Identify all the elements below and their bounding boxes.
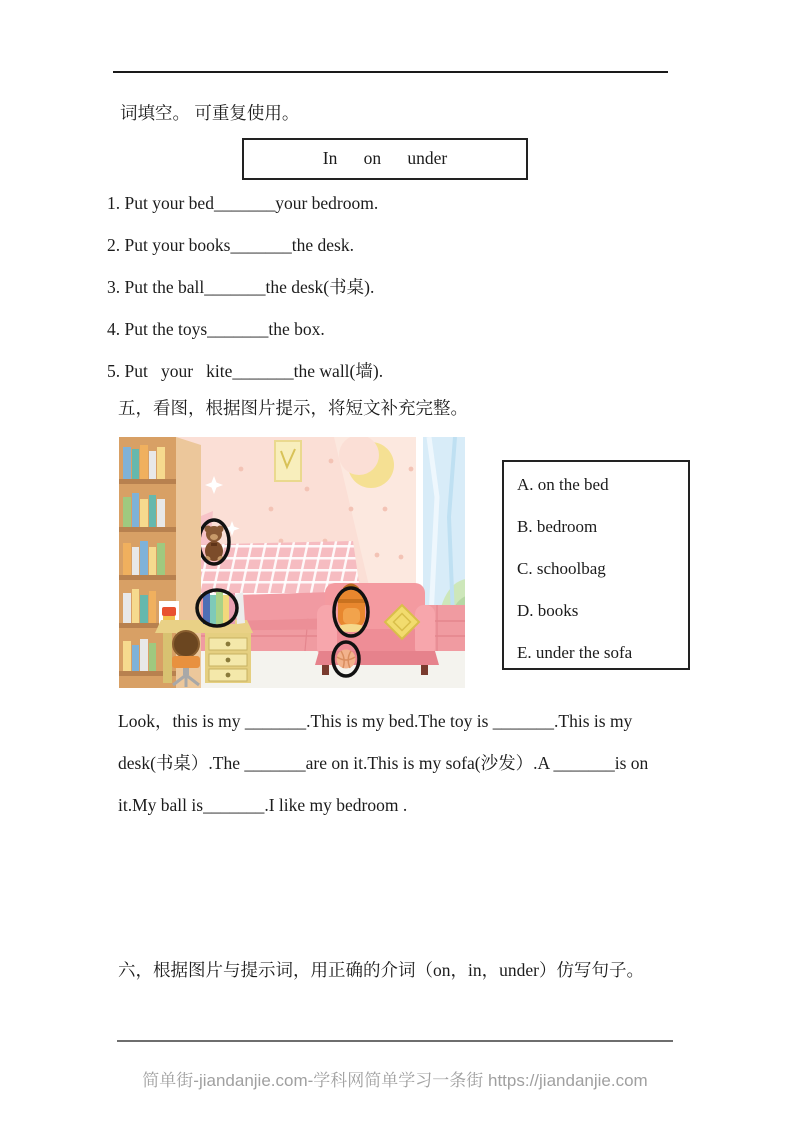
section6-heading: 六，根据图片与提示词，用正确的介词（on，in，under）仿写句子。 <box>118 960 644 980</box>
picture-frame-icon <box>275 441 301 481</box>
option-c: C. schoolbag <box>517 559 606 578</box>
exercise4-item-5: 5. Put your kite_______the wall(墙). <box>107 361 384 381</box>
option-b: B. bedroom <box>517 517 598 536</box>
intro-text: 词填空。 可重复使用。 <box>120 103 300 123</box>
section5-heading: 五，看图，根据图片提示，将短文补充完整。 <box>118 398 468 418</box>
exercise4-item-2: 2. Put your books_______the desk. <box>107 235 354 255</box>
bedroom-scene-svg <box>119 437 465 688</box>
exercise4-item-1: 1. Put your bed_______your bedroom. <box>107 193 379 213</box>
option-e: E. under the sofa <box>517 643 633 662</box>
footer-divider <box>117 1040 673 1042</box>
word-bank-words: In on under <box>322 148 448 169</box>
exercise4-item-3: 3. Put the ball_______the desk(书桌). <box>107 277 375 297</box>
word-bank-box <box>242 138 528 180</box>
passage-line-3: it.My ball is_______.I like my bedroom . <box>118 795 408 815</box>
passage-line-1: Look，this is my _______.This is my bed.The toy is _______.This is my <box>118 711 633 731</box>
bedroom-scene-image <box>119 437 465 688</box>
option-d: D. books <box>517 601 579 620</box>
exercise4-item-4: 4. Put the toys_______the box. <box>107 319 325 339</box>
footer-site-text: 简单街-jiandanjie.com-学科网简单学习一条街 https://jiandanjie.com <box>142 1071 648 1090</box>
passage-line-2: desk(书桌）.The _______are on it.This is my sofa(沙发）.A _______is on <box>118 753 649 773</box>
option-a: A. on the bed <box>517 475 609 494</box>
options-box <box>502 460 690 670</box>
top-divider <box>113 71 668 73</box>
ball-icon <box>337 650 356 669</box>
